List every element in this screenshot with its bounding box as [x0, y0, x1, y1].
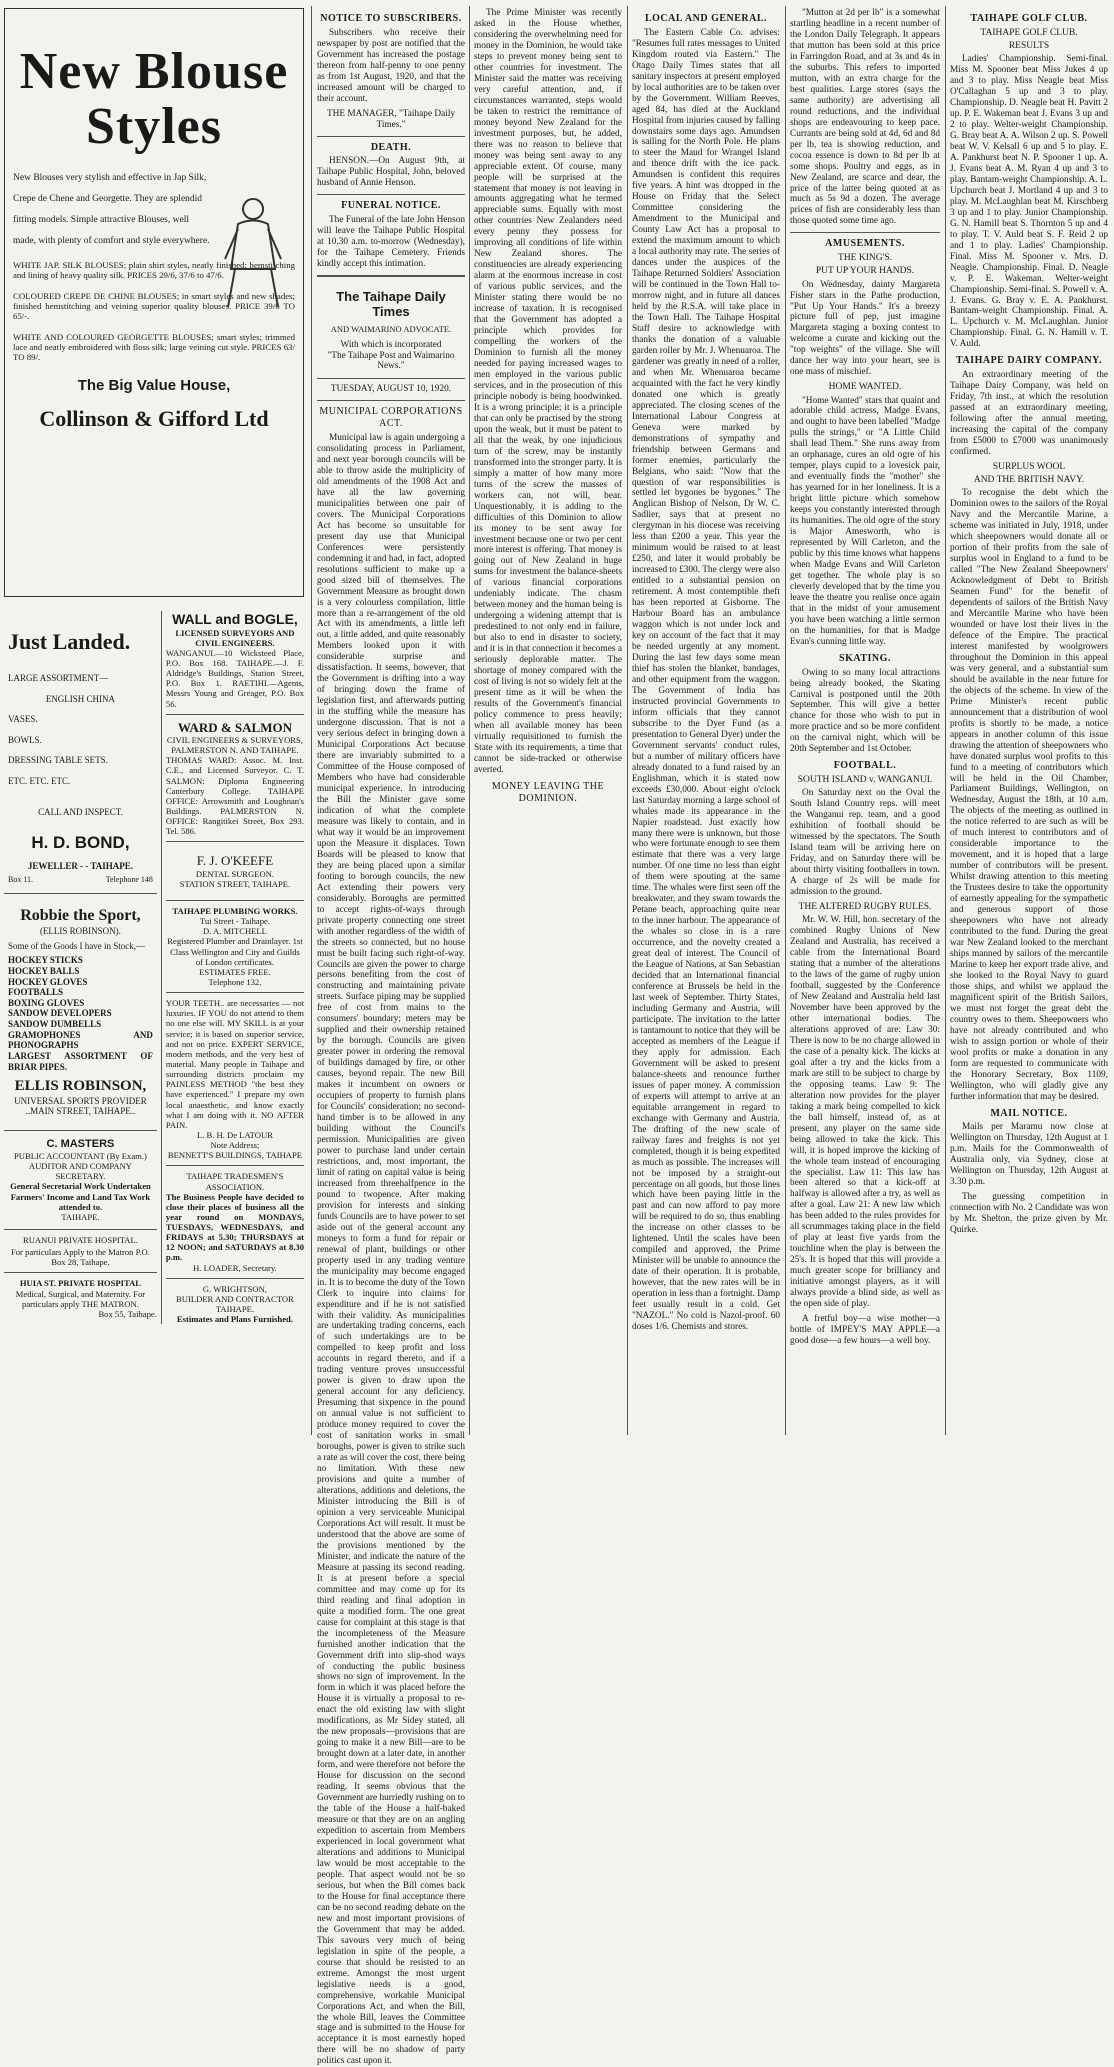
column-4 [632, 8, 780, 1435]
notice-title: NOTICE TO SUBSCRIBERS. [320, 13, 462, 24]
skating-text: Owing to so many local attractions being already booked, the Skating Carnival is postponed until the 20th September. This will give a better chance for those who wish to put in more practice and so be more confident on the carnival night, which will be 20th September and 1st October. [790, 667, 940, 755]
okeefe-role: DENTAL SURGEON. [195, 868, 275, 879]
rules-text: Mr. W. W. Hill, hon. secretary of the combined Rugby Unions of New Zealand and Australia, has received a cable from the International Board stating that a number of the alterations to the laws of the game of rugby union football, suggested by the Conference of New Zealand and Australia held last November have been approved by the other international bodies. The alterations approved of are: Law 30: There is now to be no charge allowed in the case of a penalty kick. The kicks at goal after a try and the kicks from a mark are still to be subject to charge by the opposing teams. Law 9: The alteration now provides for the player taking a mark being compelled to kick the ball himself, instead of, as at present, any player on the same side being allowed to take the kick. This will, it is hoped improve the kicking of the whole team instead of encouraging the specialist. Law 11: This law has been altered so that a kick-off at halfway is allowed after a try, as well as after a goal. Law 21: A new law which has been added to the rules provides for all scrummages taking place in the field of play at least five yards from the touchline when the play is between the 25's. It is hoped that this will provide a much greater scope for brilliancy and initiative amongst players, as it will always provide a blind side, as well as the open side of play. [790, 915, 940, 1310]
municipal-body: Municipal law is again undergoing a consolidating process in Parliament, and next year borough councils will be able to throw aside the multiplicity of old amendments of the 1908 Act and have all the law governing municipalities between one pair of covers. The Municipal Corporations Act has become so unsuitable for present day use that Municipal Conferences were persistently condemning it and had, in fact, adopted resolutions sufficient to make up a good sized bill of themselves. The Government Measure as brought down is a very colourless compilation, little more than a re-arrangement of the old Act with its amendments, a little left out, a little added, and quite reasonably Members looked upon it with considerable surprise and dissatisfaction. It seems, however, that the Government is drifting into a way of bringing down the frame of legislation first, and afterwards putting in the stuffing while the measure has undergone discussion. That is not a very serious defect in bringing down a Municipal Corporations Act because there are invariably submitted to a Committee of the House composed of Members who have had considerable municipal experience. In introducing the Bill the Minister gave some indication of what the complete measure was likely to contain, and in what way it would be an improvement upon the Measure it displaces. Town Boards will be pleased to know that they are being placed upon a similar footing to borough councils, the new Act extending their powers very considerably. Boroughs are permitted to accept rights-of-ways through private property connecting one street with another regardless of the width of the streets so connected, but no house must be built facing such right-of-way. Councils are given the power to charge persons benefiting from the cost of constructing and maintaining private streets. Surface piping may be supplied free of cost from mains to the consumers' boundary; meters may be supplied and their ownership retained by the borough. Councils are given greater power in ordering the removal of buildings damaged by fire, or other causes, beyond repair. The new Bill makes it incumbent on owners or occupiers of property to furnish plans for Councils' consideration; no second-hand timber is to be allowed in any building without the Council's permission. Municipalities are given power to purchase land under certain restrictions, and, most important, the limit of rating on capital value is being increased from threehalfpence in the pound to twopence. After making provision for interests and sinking funds Councils are to have power to set aside out of the general account any moneys to form a fund for repair or renewal of plant, buildings or other property used in any trading venture the municipality may become engaged in. It is to become the duty of the Town Clerk to inquire into claims for expenditure and if he is not satisfied with their validity. As municipalities are undertaking trading concerns, each of such undertakings are to be compelled to keep profit and loss accounts in regard thereto, and if a trading venture proves unsuccessful power is given to draw upon the general account for any deficiency. Presuming that sixpence in the pound on annual value is not sufficient to produce money required to cover the cost of sanitation works in small boroughs, power is given to strike such a rate as will cover the cost, there being no limitation. With these new provisions and quite a number of alterations, additions and deletions, the Minister introducing the Bill is of opinion a very serviceable Municipal Corporations Act will result. It must be understood that the above are some of the provisions mentioned by the Minister, and indicate the nature of the Measure at passing its second reading. It is at present before a special committee and may come up for its third reading and final adoption in quite a modified form. The one great cause for complaint at this stage is that the incompleteness of the Measure furnished another indication that the Government drift into slip-shod ways of conducting the public business shows no sign of improvement. In the form in which it was placed before the House it is virtually a proposal to re-enact the old existing law with slight modifications, as Mr Sidey stated, all the new proposals—provisions that are going to make it a new Bill—are to be brought down at a later date, in another form, and were therefore not before the House for discussion on the second reading. It seems obvious that the Government are hurriedly rushing on to the table of the House a half-baked measure or that they are on an angling expedition to ascertain from Members experienced in local government what alterations and additions to Municipal law would be most acceptable to the people. That aspect would not be so serious, but when the Bill comes back to the House for final acceptance there can be no second reading debate on the new and most important provisions of the Government that may be added. This savours very much of being legislation in spite of the people, a course that should be resisted to an extreme. Amongst the most urgent legislative needs is a good, comprehensive, workable Municipal Corporations Act, and when the Bill, the whole Bill, leaves the Committee stage and is submitted to the House for acceptance it is most earnestly hoped there will be no shadow of party politics cast upon it. [317, 433, 465, 2067]
blouse-store: Collinson & Gifford Ltd [39, 406, 269, 432]
rules-title: THE ALTERED RUGBY RULES. [798, 902, 932, 913]
ruanui-ad [4, 1235, 157, 1267]
golf-title: TAIHAPE GOLF CLUB. [970, 13, 1088, 24]
masthead-date: TUESDAY, AUGUST 10, 1920. [330, 384, 452, 395]
sport-item: SANDOW DUMBELLS [8, 1019, 102, 1030]
kings-title: THE KING'S. [838, 253, 892, 264]
masthead-sub: AND WAIMARINO ADVOCATE. [330, 323, 452, 334]
masthead-post: "The Taihape Post and Waimarino News." [327, 350, 455, 372]
sport-item: GRAMOPHONES AND PHONOGRAPHS [8, 1029, 153, 1051]
sport-item: HOCKEY GLOVES [8, 976, 88, 987]
column-1-ads [4, 8, 304, 1435]
huia-text: Medical, Surgical, and Maternity. For particulars apply THE MATRON. [15, 1288, 146, 1309]
dairy-text: An extraordinary meeting of the Taihape Dairy Company, was held on Friday, 7th inst., at which the resolution passed at an extraordinary meeting, following after the annual meeting, increasing the capital of the company from £5000 to £7000 was unanimously confirmed. [950, 370, 1108, 457]
sport-item: LARGEST ASSORTMENT OF BRIAR PIPES. [8, 1050, 153, 1072]
plumbing-name: D. A. MITCHELL [202, 926, 267, 937]
masthead [317, 289, 465, 373]
masters-role: PUBLIC ACCOUNTANT (By Exam.) AUDITOR AND COMPANY SECRETARY. [14, 1150, 147, 1182]
money-body: The Prime Minister was recently asked in the House whether, considering the overwhelming need for money in the Dominion, he would take steps to prevent money being sent to other countries for investment. The Minister said the matter was receiving very careful attention, and, if circumstances warranted, steps would be taken to restrict the remittance of money beyond New Zealand for the investment purposes, but, he added, there was no reason to believe that money was being sent away to any appreciable extent. Of course, many people will be surprised at the statement that money is not leaving in amounts aggregating what he termed appreciable sums. Equally with most other countries New Zealanders need every penny they possess for improving all conditions of life within New Zealand shores. The constituencies are already experiencing alarm at the enormous increase in cost of various public services, and the Minister stating there would be no increase of taxation. It is recognised that the Government has adopted a principle which provides for compelling the workers of the Dominion to furnish all the money needed for paying increased wages to men employed in the various public services, and in the prosecution of this principle nobody is being hoodwinked. It is a wrong principle; it is a principle that can only be practised by the strong upon the weak, but it must be patent to all that the weak, by one injudicious turn of the screw, may be instantly transformed into the stronger party. It is simply a matter of how many more turns of the screw the masses of workers can, not will, bear. Unquestionably, it is adding to the difficulties of this Dominion to allow its money to be sent away for investment because one or two per cent more interest is offering. That money is going out of New Zealand in huge sums for investment the balance-sheets of various financial corporations undeniably indicate. The chasm between money and the human being is undergoing a widening attempt that is predestined to not only end in failure, but also to end in disaster to society, and it is in that connection it becomes a seriously deplorable matter. The shortage of money compared with the cost of living is not so widely felt at the present time as it will be when the results of the Government's financial policy commence to press heavily; when all available money has been virtually requisitioned to furnish the State with its requirements, a time that cannot be side-tracked or otherwise averted. [474, 8, 622, 775]
navy-title: AND THE BRITISH NAVY. [973, 475, 1085, 486]
teeth-role: Note Address; [210, 1140, 260, 1151]
ward-text: THOMAS WARD: Assoc. M. Inst. C.E., and Licensed Surveyor. C. T. SALMON: Diploma Engineering Canterbury College. TAIHAPE OFFICE: Arrowsmith and Loughnan's Buildings. PALMERSTON N. OFFICE: Rangitikei Street, Box 293. Tel. 586. [165, 755, 304, 837]
bond-headline: Just Landed. [8, 629, 131, 654]
wall-text: WANGANUI.—10 Wicksteed Place, P.O. Box 168. TAIHAPE.—J. F. Aldridge's Buildings, Station Street, P.O. Box 1. RAETIHI.—Agents, Messrs Young and Greager, P.O. Box 56. [165, 647, 304, 709]
masthead-with: With which is incorporated [340, 339, 442, 350]
funeral-title: FUNERAL NOTICE. [341, 200, 441, 212]
masters-name: C. MASTERS [46, 1138, 115, 1151]
impey-text: A fretful boy—a wise mother—a bottle of IMPEY'S MAY APPLE—a good dose—a few hours—a well boy. [790, 1314, 940, 1347]
ward-role: CIVIL ENGINEERS & SURVEYORS, PALMERSTON N. AND TAIHAPE. [166, 734, 303, 756]
plumbing-text: Registered Plumber and Drainlayer. 1st Class Wellington and City and Guilds of London certificates. [167, 936, 303, 967]
blouse-item-3: WHITE AND COLOURED GEORGETTE BLOUSES; smart styles; trimmed lace and neatly embroidered with floss silk; large veining cut style. PRICES 63/ TO 89/. [13, 331, 295, 363]
navy-text: To recognise the debt which the Dominion owes to the sailors of the Royal Navy and the Mercantile Marine, a scheme was initiated in July, 1918, under which sheepowners would donate all or portion of their profits from the sale of surplus wool in England to a fund to be called "The New Zealand Sheepowners' Acknowledgment of Debt to British Seamen Fund" for the benefit of dependents of sailors of the British Navy and Mercantile Marine who have been wounded or have lost their lives in the defence of the Empire. The practical interest manifested by woolgrowers throughout the Dominion in this appeal was very general, and a substantial sum should be available in the near future for the objects of the scheme. In view of the Prime Minister's recent public announcement that a distribution of wool profits is shortly to be made, a notice appears in another column of this issue drawing the attention of sheepowners who have donated surplus wool profits to this fund to a meeting of contributors which will be held in the Oil Chamber, Parliament Buildings, Wellington, on Wednesday, August the 18th, at 10 a.m. The objects of the meeting as outlined in the notice referred to are such as will be of much interest to contributors and of considerable importance to the movement, and it is hoped that a large number of contributors will be present. Whilst drawing attention to this meeting the Trustees desire to take the opportunity of earnestly appealing for the sympathetic and generous support of those sheepowners who have not already contributed to the fund. During the great war New Zealand looked to the merchant ships manned by sailors of the mercantile Marine to keep her export trade alive, and she looked to the Royal Navy to guard those ships, and whilst we applaud the magnificent spirit of the British Sailors, we must not forget the great debt the country owes to them. Sheepowners who have not already contributed and who wish to assign portion or whole of their wool profits or make a donation in any form are requested to communicate with the Honorary Secretary, Box 1109, Wellington, who will gladly give any further information that may be desired. [950, 488, 1108, 1102]
sport-item: FOOTBALLS [8, 987, 64, 998]
tradesmen-ad [166, 1171, 304, 1272]
okeefe-addr: STATION STREET, TAIHAPE. [179, 878, 291, 889]
sport-name: ELLIS ROBINSON, [14, 1078, 147, 1095]
wall-role: LICENSED SURVEYORS AND CIVIL ENGINEERS. [175, 627, 295, 648]
sport-headline: Robbie the Sport, [20, 907, 141, 925]
huia-name: HUIA ST. PRIVATE HOSPITAL [19, 1278, 142, 1289]
local-title: LOCAL AND GENERAL. [644, 13, 768, 24]
mail-title: MAIL NOTICE. [990, 1107, 1068, 1119]
hands-text: On Wednesday, dainty Margareta Fisher stars in the Pathe production, "Put Up Your Hands." It's a breezy picture full of pep, just imagine Margareta staging a boxing contest to welcome a curate and kicking out the "top weights" of the village. She will dance her way into your heart, see is one mass of mischief. [790, 279, 940, 378]
amusements-title: AMUSEMENTS. [825, 238, 905, 250]
golf-text: Ladies' Championship. Semi-final. Miss M. Spooner beat Miss Jukes 4 up and 3 to play. Miss Neagle beat Miss O'Callaghan 5 up and 3 to play. Championship. D. Neagle beat H. Pavitt 2 up. P. E. Wakeman beat J. Evans 3 up and 2 to play. Welter-weight Championship. G. Bray beat A. A. Wilson 2 up. S. Powell beat W. V. Kelsall 6 up and 5 to play. E. A. Pankhurst beat N. P. Spooner 1 up. A. J. Evans beat A. M. Ryan 4 up and 3 to play. Bantam-weight Championship. A. L. Upchurch beat J. Mortland 4 up and 3 to play. M. McLaughlan beat M. Kirschberg 3 up and 1 to play. Junior Championship. G. N. Hamill beat S. Thornton 5 up and 4 to play. T. V. Auld beat S. F. Reid 2 up and 1 to play. Ladies' Championship. Final. Miss M. Spooner v. Mrs. D. Neagle. Championship. Final. D. Neagle v. P. E. Wakeman. Welter-weight Championship. Semi-final. S. Powell v. A. J. Evans. G. Bray v. E. A. Pankhurst. Bantam-weight Championship. Final. A. L. Upchurch v. M. McLaughlan. Junior Championship. Final. G. N. Hamill v. T. V. Auld. [950, 54, 1108, 350]
tradesmen-sign: H. LOADER, Secretary. [193, 1262, 277, 1273]
local-body: The Eastern Cable Co. advises: "Resumes full rates messages to United Kingdom routed via Eastern." The Otago Daily Times states that all sanitary inspectors at present employed by local authorities are to be taken over by the Government. William Reeves, aged 84, has died at the Auckland Hospital from injuries caused by falling downstairs some days ago. Amundsen is sailing for the North Pole. He plans to steer the Maud for Wrangel Island and thence drift with the ice pack. Amundsen is confident this requires five years. A hint was dropped in the House on Friday that the Select Committee considering the Amendment to the Municipal and County Law Act has a proposal to extend the maximum amount to which a local authority may rate. The series of dances under the auspices of the Taihape Returned Soldiers' Association will be continued in the Town Hall to-morrow night, and in future all dances held by the R.S.A. will take place in the Town Hall. The Taihape Hospital Staff desire to acknowledge with thanks the donation of a valuable garden roller by Mr. J. Whenuaroa. The gardener was greatly in need of a roller, and when Mr. Whenuaroa became acquainted with the fact he very kindly donated one which is greatly appreciated. The closing scenes of the International Labour Congress at Geneva were marked by demonstrations of sympathy and friendship between Germans and former enemies, particularly the Belgians, who said: "Now that the question of war responsibilities is settled let bygones be bygones." The Anglican Bishop of Nelson, Dr W. C. Sadlier, says that at present no clergyman in his diocese was receiving less than £200 a year. This year the minimum would be raised to at least £250, and later it would probably be increased to £300. The clergy were also entitled to a substantial pension on retirement. A most contemptible theft has been reported at Gisborne. The Harbour Board has an ambulance waggon which is not under lock and key on account of the fact that it may be needed urgently at any moment. During the last few days some mean thief has stolen the blanket, bandages, and other equipment from the waggon. The Government of India has instructed provincial Governments to inform officials that they cannot subscribe to the Dyer Fund (as a presentation to General Dyer) under the Government servants' conduct rules, but a number of military officers have already donated to a fund raised by an Englishman, which it is stated now exceeds £30,000. About eight o'clock last Saturday morning a large school of whales made its appearance in the Napier roadstead. Just exactly how many there were is unknown, but those who were fortunate enough to see them estimate that there was a very large number. Of one time no less than eight of them were spouting at the same time. The whales were first seen off the breakwater, and they swam towards the Petane beach, approaching quite near to the inner harbour. The appearance of the whales so close in is a rare occurrence, and the novelty created a great deal of interest. The Council of the League of Nations, at San Sebastian decided that an International financial conference at Brussels be held in the last week of September. Thirty States, including Germany and Austria, will participate. The invitation to the latter is tantamount to notice that they will be accepted as members of the League if they apply for admission. Each Government will be asked to present balance-sheets and renounce further issues of paper money. A commission of experts will attempt to arrive at an equitable arrangement in regard to exchange with Germany and Austria. The drafting of the new scale of railway fares and freights is not yet completed, though it is being expedited as much as possible. The increases will not be imposed by a straight-out percentage on all goods, but those lines which have been paying little in the past and can now afford to pay more will be required to do so, thus enabling the increase on other classes to be lightened. Until the scales have been compiled and approved, the Prime Minister will be unable to announce the date of their operation. It is probable, however, that the new rates will be in operation in less than a fortnight. Damp feet usually result in a cold. Get "NAZOL." No cold is Nazol-proof. 60 doses 1/6. Chemists and stores. [632, 27, 780, 1333]
wrightson-ad [166, 1284, 304, 1325]
teeth-ad [166, 998, 304, 1160]
money-title: MONEY LEAVING THE DOMINION. [491, 780, 605, 804]
ads-right-subcolumn [161, 611, 304, 1324]
wrightson-role: BUILDER AND CONTRACTOR TAIHAPE. [176, 1293, 294, 1315]
death-title: DEATH. [370, 141, 412, 153]
bond-item: BOWLS. [8, 734, 42, 745]
football-title: FOOTBALL. [833, 760, 897, 772]
ward-name: WARD & SALMON [177, 719, 292, 735]
guess-text: The guessing competition in connection with No. 2 Candidate was won by Mr. Shelton, the prize given by Mr. Quirke. [950, 1192, 1108, 1236]
sport-role: UNIVERSAL SPORTS PROVIDER [14, 1095, 147, 1106]
ward-ad [166, 720, 304, 837]
bond-item: ETC. ETC. ETC. [8, 776, 71, 786]
plumbing-phone: Telephone 132. [208, 976, 262, 987]
skating-title: SKATING. [839, 652, 891, 664]
wall-name: WALL and BOGLE, [172, 611, 298, 627]
column-5 [790, 8, 940, 1435]
huia-box: Box 55, Taihape. [98, 1308, 157, 1319]
sport-address: ..MAIN STREET, TAIHAPE.. [25, 1106, 136, 1117]
wool-title: SURPLUS WOOL [992, 461, 1066, 472]
plumbing-estimates: ESTIMATES FREE. [199, 966, 271, 977]
bond-trade: JEWELLER - - TAIHAPE. [27, 861, 134, 872]
plumbing-title: TAIHAPE PLUMBING WORKS. [172, 905, 298, 916]
ruanui-text: For particulars Apply to the Matron P.O. Box 28, Taihape. [10, 1247, 150, 1268]
bond-item: LARGE ASSORTMENT— [8, 672, 109, 683]
teeth-text: YOUR TEETH.. are necessaries — not luxuries. IF YOU do not attend to them no one else will. MY SKILL is at your service; it is based on superior service, and not on price. EXPERT SERVICE, modern methods, and the very best of material. Many people in Taihape and surrounding districts proclaim my PAINLESS METHOD "the best they have experienced." I prepare my own local anaesthetic, and know exactly what I am doing with it. NO AFTER PAIN. [165, 998, 304, 1130]
notice-text: Subscribers who receive their newspaper by post are notified that the Government has increased the postage thereon from half-penny to one penny as from 1st August, 1920, and that the increased amount will be charged to their account. [317, 27, 465, 104]
wall-ad [166, 611, 304, 709]
blouse-tagline: The Big Value House, [77, 376, 231, 394]
bond-item: ENGLISH CHINA [45, 693, 116, 704]
sport-ad [4, 899, 157, 1125]
golf-sub: TAIHAPE GOLF CLUB. [980, 27, 1078, 38]
bond-ad [4, 611, 157, 888]
sport-item: HOCKEY STICKS [8, 955, 83, 966]
home-text: "Home Wanted" stars that quaint and adorable child actress, Madge Evans, and ought to have been labelled "Madge pulls the strings," or "A Little Child shall lead Them." She runs away from an orphanage, cures an old ogre of his temper, plays cupid to a lovesick pair, and eventually finds the "mother" she has yearned for in her loneliness. It is a bright little picture which somehow keeps you constantly interested through its humanities. The old ogre of the story is Major Amesworth, who is represented by Will Carleton, and the public by this time knows what happens when Madge Evans and Will Carleton get together. The whole play is so cleverly developed that by the time you leave the theatre you realise once again that in the midst of your amusement you have been watching a little sermon on the humanities, for that is Madge Evan's cunning little way. [790, 395, 940, 647]
plumbing-addr: Tui Street - Taihape. [199, 916, 270, 927]
ruanui-name: RUANUI PRIVATE HOSPITAL. [22, 1234, 138, 1245]
football-sub: SOUTH ISLAND v. WANGANUI. [797, 775, 933, 786]
golf-results: RESULTS [1008, 41, 1050, 51]
sport-item: SANDOW DEVELOPERS [8, 1008, 112, 1019]
sport-item: HOCKEY BALLS [8, 966, 80, 977]
plumbing-ad [166, 906, 304, 987]
sport-sub: (ELLIS ROBINSON). [39, 926, 121, 937]
okeefe-ad [166, 847, 304, 895]
okeefe-name: F. J. O'KEEFE [196, 853, 274, 869]
sport-intro: Some of the Goods I have in Stock,— [8, 940, 145, 951]
bond-name: H. D. BOND, [31, 833, 130, 853]
death-text: HENSON.—On August 9th, at Taihape Public Hospital, John, beloved husband of Annie Henson. [317, 156, 465, 189]
mutton-text: "Mutton at 2d per lb" is a somewhat startling headline in a recent number of the London Daily Telegraph. It appears that mutton has been sold at this price in Farringdon Road, and at 3s and 4s in the suburbs. This refers to imported mutton, with an extra charge for the best qualities. Large stores (says the same authority) are advertising all round reductions, and the individual shops are endeavouring to keep pace. Currants are being sold at 4d, 6d and 8d per lb, tea is showing reduction, and cocoa essence is down to 8d per lb at some shops. Poultry and eggs, as in New Zealand, are scarce and dear, the price of the latter being quoted at as much as 5s 9d a dozen. The average prices of fish are considerably less than those quoted some time ago. [790, 8, 940, 227]
bond-item: DRESSING TABLE SETS. [8, 755, 108, 766]
blouse-ad [4, 8, 304, 597]
hands-title: PUT UP YOUR HANDS. [815, 266, 915, 277]
huia-ad [4, 1278, 157, 1319]
tradesmen-text: The Business People have decided to close their places of business all the year round on MONDAYS, TUESDAYS, WEDNESDAYS, and FRIDAYS at 5.30; THURSDAYS at 12 NOON; and SATURDAYS at 8.30 p.m. [165, 1191, 304, 1263]
funeral-text: The Funeral of the late John Henson will leave the Taihape Public Hospital at 10.30 a.m. to-morrow (Wednesday), for the Taihape Cemetery. Friends kindly accept this intimation. [317, 215, 465, 269]
blouse-figure-illustration [213, 189, 293, 309]
bond-item: VASES. [8, 714, 38, 725]
notice-sign: THE MANAGER, "Taihape Daily Times." [326, 108, 456, 130]
football-text: On Saturday next on the Oval the South Island Country reps. will meet the Wanganui rep. team, and a good exhibition of football should be witnessed by the spectators. The South Island team will be arriving here on Friday, and on Saturday there will be about thirty visiting footballers in town. A charge of 2s will be made for admission to the ground. [790, 788, 940, 898]
column-2 [317, 8, 465, 2067]
teeth-addr: BENNETT'S BUILDINGS, TAIHAPE [167, 1150, 303, 1161]
tradesmen-title: TAIHAPE TRADESMEN'S ASSOCIATION. [186, 1171, 284, 1192]
bond-phone: Telephone 148 [105, 874, 153, 884]
home-title: HOME WANTED. [828, 382, 902, 393]
column-6 [950, 8, 1108, 1435]
bond-call: CALL AND INSPECT. [38, 806, 123, 817]
masters-town: TAIHAPE. [61, 1211, 100, 1222]
masters-text: General Secretarial Work Undertaken Farmers' Income and Land Tax Work attended to. [10, 1181, 151, 1212]
masters-ad [4, 1136, 157, 1224]
mail-text: Mails per Maramu now close at Wellington on Thursday, 12th August at 1 p.m. Mails for the Commonwealth of Australia only, via Sydney, close at Wellington on Thursday, 12th August at 3.30 p.m. [950, 1122, 1108, 1188]
dairy-title: TAIHAPE DAIRY COMPANY. [956, 355, 1102, 367]
bond-box: Box 11. [8, 874, 34, 884]
blouse-item-1: WHITE JAP. SILK BLOUSES; plain shirt styles, neatly finished; hemstitching and lining of heavy quality silk. PRICES 29/6, 37/6 to 47/6. [13, 259, 295, 281]
column-3 [474, 8, 622, 1435]
wrightson-name: G. WRIGHTSON, [202, 1283, 267, 1294]
sport-item: BOXING GLOVES [8, 997, 85, 1008]
masthead-title: The Taihape Daily Times [336, 288, 446, 320]
blouse-intro: New Blouses very stylish and effective in Jap Silk, Crepe de Chene and Georgette. They are splendid fitting models. Simple attractive Blouses, well made, with plenty of comfort and style everywhere. [13, 173, 210, 246]
teeth-name: L. B. H. De LATOUR [196, 1129, 273, 1140]
blouse-item-2: COLOURED CREPE DE CHINE BLOUSES; in smart styles and new shades; finished hemstitching and veining superior quality blouses. PRICE 39/6 TO 65/-. [13, 290, 295, 322]
wrightson-text: Estimates and Plans Furnished. [176, 1314, 293, 1325]
ads-left-subcolumn [4, 611, 157, 1324]
municipal-title: MUNICIPAL CORPORATIONS ACT. [319, 406, 463, 430]
blouse-headline: New Blouse Styles [19, 43, 289, 155]
